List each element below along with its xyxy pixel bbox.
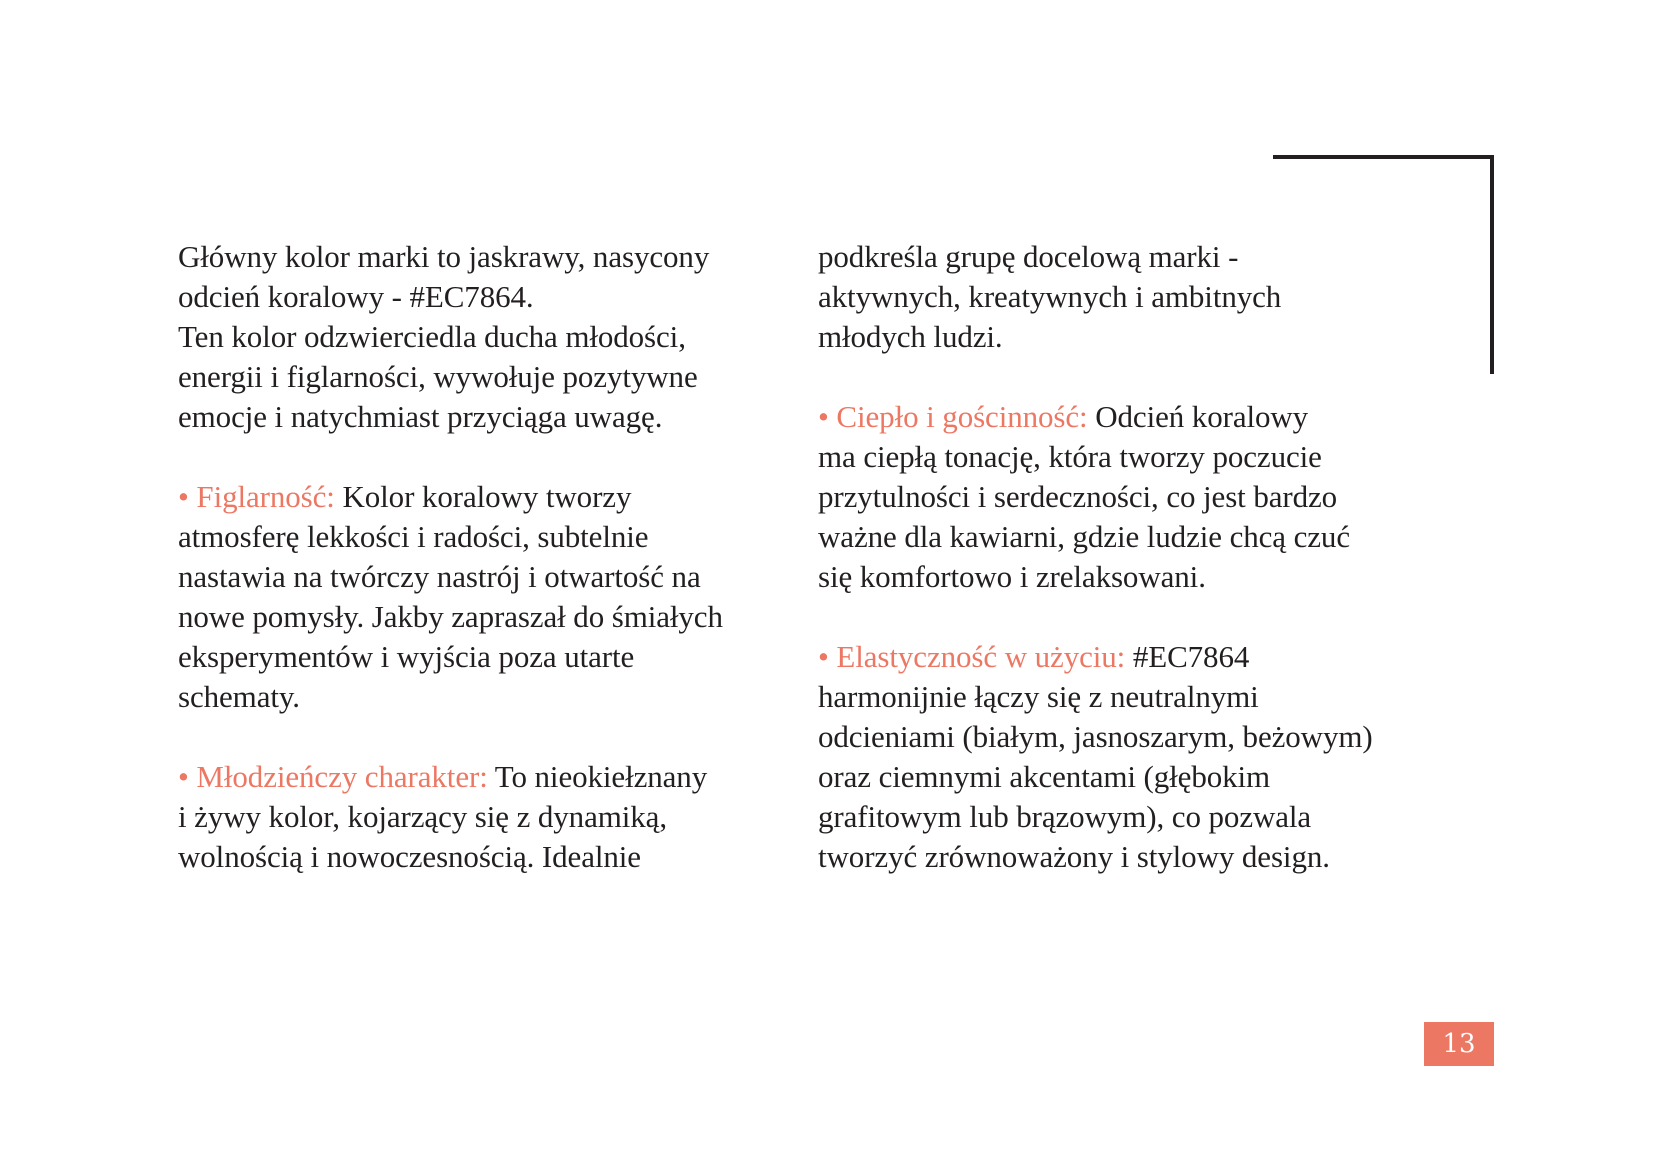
- figlarnosc-first-text: Kolor koralowy tworzy: [334, 479, 632, 514]
- right-text-column: [818, 237, 1438, 877]
- elastycznosc-line: tworzyć zrównoważony i stylowy design.: [818, 839, 1330, 874]
- cieplo-line: ma ciepłą tonację, która tworzy poczucie: [818, 439, 1322, 474]
- continuation-line: młodych ludzi.: [818, 319, 1003, 354]
- paragraph-gap: [818, 597, 1438, 637]
- bullet-icon: •: [178, 479, 189, 514]
- paragraph-gap: [818, 357, 1438, 397]
- continuation-line: podkreśla grupę docelową marki -: [818, 239, 1239, 274]
- cieplo-line: się komfortowo i zrelaksowani.: [818, 559, 1206, 594]
- mlodzienczy-label: Młodzieńczy charakter:: [196, 759, 488, 794]
- elastycznosc-line: oraz ciemnymi akcentami (głębokim: [818, 759, 1271, 794]
- elastycznosc-line: grafitowym lub brązowym), co pozwala: [818, 799, 1312, 834]
- figlarnosc-line: nastawia na twórczy nastrój i otwartość na: [178, 559, 701, 594]
- paragraph-gap: [178, 717, 768, 757]
- intro-line: energii i figlarności, wywołuje pozytywne: [178, 359, 698, 394]
- cieplo-first-text: Odcień koralowy: [1087, 399, 1309, 434]
- elastycznosc-first-line: [818, 637, 1438, 677]
- intro-line: emocje i natychmiast przyciąga uwagę.: [178, 399, 663, 434]
- bullet-icon: •: [818, 399, 829, 434]
- cieplo-label: Ciepło i gościnność:: [836, 399, 1088, 434]
- intro-line: Ten kolor odzwierciedla ducha młodości,: [178, 319, 686, 354]
- bullet-icon: •: [178, 759, 189, 794]
- cieplo-first-line: [818, 397, 1438, 437]
- intro-line: odcień koralowy - #EC7864.: [178, 279, 534, 314]
- elastycznosc-first-text: #EC7864: [1125, 639, 1250, 674]
- page-number-badge: 13: [1424, 1022, 1494, 1066]
- continuation-line: aktywnych, kreatywnych i ambitnych: [818, 279, 1282, 314]
- mlodzienczy-first-line: [178, 757, 768, 797]
- figlarnosc-line: eksperymentów i wyjścia poza utarte: [178, 639, 635, 674]
- mlodzienczy-line: wolnością i nowoczesnością. Idealnie: [178, 839, 641, 874]
- cieplo-line: przytulności i serdeczności, co jest bardzo: [818, 479, 1338, 514]
- left-text-column: [178, 237, 768, 877]
- mlodzienczy-line: i żywy kolor, kojarzący się z dynamiką,: [178, 799, 667, 834]
- elastycznosc-label: Elastyczność w użyciu:: [836, 639, 1126, 674]
- paragraph-gap: [178, 437, 768, 477]
- elastycznosc-line: odcieniami (białym, jasnoszarym, beżowym): [818, 719, 1373, 754]
- mlodzienczy-first-text: To nieokiełznany: [487, 759, 708, 794]
- figlarnosc-line: nowe pomysły. Jakby zapraszał do śmiałych: [178, 599, 723, 634]
- intro-line: Główny kolor marki to jaskrawy, nasycony: [178, 239, 710, 274]
- elastycznosc-line: harmonijnie łączy się z neutralnymi: [818, 679, 1259, 714]
- figlarnosc-line: schematy.: [178, 679, 300, 714]
- figlarnosc-first-line: [178, 477, 768, 517]
- bullet-icon: •: [818, 639, 829, 674]
- figlarnosc-label: Figlarność:: [196, 479, 335, 514]
- figlarnosc-line: atmosferę lekkości i radości, subtelnie: [178, 519, 649, 554]
- cieplo-line: ważne dla kawiarni, gdzie ludzie chcą czuć: [818, 519, 1350, 554]
